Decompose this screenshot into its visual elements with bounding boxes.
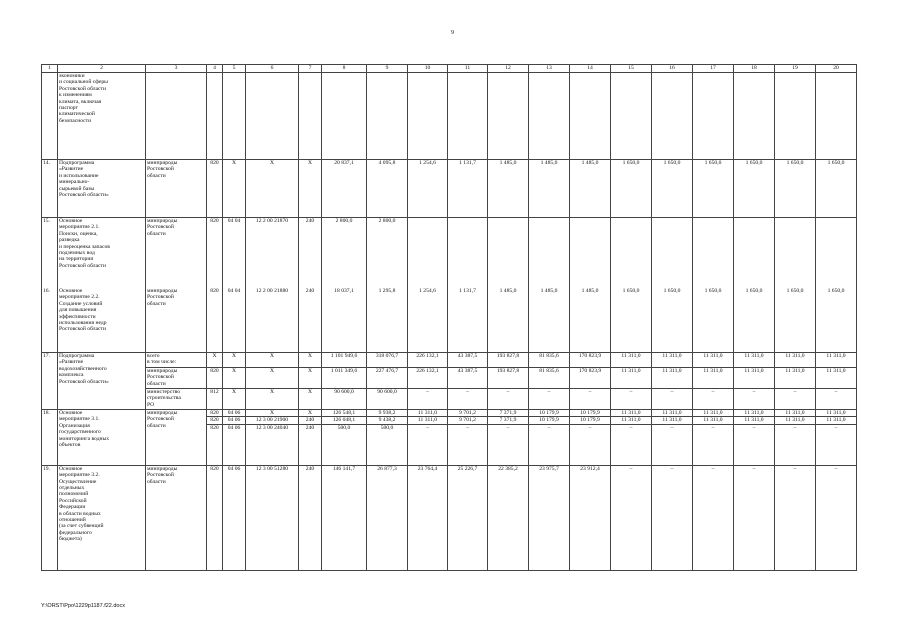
cell-amount: –	[734, 389, 775, 410]
cell-amount: 1 485,0	[488, 160, 529, 218]
table-row-15	[42, 218, 857, 289]
cell-amount: 1 011 349,6	[322, 368, 367, 389]
cell-target-code: Х	[246, 353, 299, 368]
cell-amount: 227 476,7	[367, 368, 408, 389]
table-row-14	[42, 160, 857, 218]
cell-amount: –	[448, 389, 488, 410]
cell-amount: –	[816, 465, 857, 570]
cell-amount	[734, 218, 775, 289]
cell-expense-type: Х	[299, 353, 322, 368]
cell-expense-type: 240	[299, 424, 322, 465]
cell-amount: 1 295,8	[367, 288, 408, 353]
cell-amount: –	[734, 465, 775, 570]
cell-expense-type: 240	[299, 218, 322, 289]
column-number: 12	[488, 65, 529, 73]
cell-expense-type: 240	[299, 288, 322, 353]
table-row-17c	[42, 389, 857, 410]
cell-amount: 11 311,0	[816, 353, 857, 368]
cell-amount: –	[611, 424, 652, 465]
cell-amount: 9 438,2	[367, 417, 408, 424]
cell-amount: 1 485,0	[529, 288, 570, 353]
cell-ministry-code: Х	[207, 353, 223, 368]
cell-section-code: 04 04	[223, 218, 246, 289]
cell-amount: 193 827,8	[488, 368, 529, 389]
cell-amount: 1 254,6	[408, 288, 448, 353]
cell-amount: 1 650,0	[652, 288, 693, 353]
cell-ministry-code: 820	[207, 424, 223, 465]
cell-row-number: 15.	[42, 218, 58, 289]
cell-section-code: Х	[223, 160, 246, 218]
cell-ministry-code: 812	[207, 389, 223, 410]
cell-target-code: 12 2 00 21880	[246, 288, 299, 353]
table-cell	[693, 73, 734, 160]
cell-amount: 9 701,2	[448, 410, 488, 417]
cell-name: Основное мероприятие 2.2. Создание условий для повышения эффективности использования недр Ростовской области	[58, 288, 146, 353]
cell-amount: 11 311,0	[693, 368, 734, 389]
cell-section-code: 04 06	[223, 465, 246, 570]
cell-expense-type: Х	[299, 389, 322, 410]
cell-amount: 11 311,0	[775, 417, 816, 424]
column-number: 7	[299, 65, 322, 73]
cell-ministry-code: 820	[207, 160, 223, 218]
cell-amount: 11 311,0	[652, 417, 693, 424]
cell-amount: 10 179,9	[570, 417, 611, 424]
budget-table	[41, 64, 857, 571]
cell-amount: –	[652, 465, 693, 570]
column-number: 9	[367, 65, 408, 73]
cell-name: Подпрограмма «Развитие водохозяйственного комплекса Ростовской области»	[58, 353, 146, 410]
cell-expense-type: Х	[299, 160, 322, 218]
cell-amount: –	[693, 465, 734, 570]
cell-amount: 170 823,9	[570, 368, 611, 389]
cell-amount: –	[448, 424, 488, 465]
table-row-17a	[42, 353, 857, 368]
cell-amount: 23 764,4	[408, 465, 448, 570]
cell-amount: 11 311,0	[734, 410, 775, 417]
cell-name: Основное мероприятие 3.2. Осуществление отдельных полномочий Российской Федерации в области водных отношений (за счет субвенций федерального бюджета)	[58, 465, 146, 570]
cell-amount: 11 311,0	[816, 417, 857, 424]
cell-amount: 23 975,7	[529, 465, 570, 570]
cell-amount: –	[652, 424, 693, 465]
cell-amount: 23 912,4	[570, 465, 611, 570]
cell-amount: 170 823,9	[570, 353, 611, 368]
column-number: 16	[652, 65, 693, 73]
cell-amount	[488, 218, 529, 289]
cell-amount: 11 311,0	[734, 417, 775, 424]
table-row-16	[42, 288, 857, 353]
cell-target-code: 12 3 00 51280	[246, 465, 299, 570]
table-cell	[299, 73, 322, 160]
cell-target-code: 12 3 00 24040	[246, 424, 299, 465]
cell-amount: 1 485,0	[570, 288, 611, 353]
cell-amount: –	[570, 389, 611, 410]
page-number: 9	[451, 30, 454, 36]
column-number: 19	[775, 65, 816, 73]
cell-amount: 81 835,6	[529, 353, 570, 368]
cell-section-code: Х	[223, 389, 246, 410]
table-cell	[42, 73, 58, 160]
cell-amount: 2 800,0	[322, 218, 367, 289]
cell-amount: –	[816, 389, 857, 410]
table-cell	[223, 73, 246, 160]
cell-amount: 11 311,0	[734, 353, 775, 368]
cell-amount: 4 095,8	[367, 160, 408, 218]
column-number: 4	[207, 65, 223, 73]
cell-amount	[693, 218, 734, 289]
cell-amount: –	[652, 389, 693, 410]
column-number: 8	[322, 65, 367, 73]
cell-amount: –	[529, 424, 570, 465]
table-cell	[570, 73, 611, 160]
cell-amount: 1 650,0	[816, 288, 857, 353]
cell-amount: 26 877,3	[367, 465, 408, 570]
cell-amount: 318 076,7	[367, 353, 408, 368]
cell-amount: 11 311,0	[693, 353, 734, 368]
column-number: 2	[58, 65, 146, 73]
cell-amount: 11 311,0	[611, 410, 652, 417]
cell-section-code: 04 06	[223, 410, 246, 417]
cell-ministry-code: 820	[207, 288, 223, 353]
cell-amount: 18 037,1	[322, 288, 367, 353]
cell-row-number: 18.	[42, 410, 58, 466]
cell-amount: 11 311,0	[693, 410, 734, 417]
cell-amount: 43 387,5	[448, 353, 488, 368]
cell-amount: 11 311,0	[408, 410, 448, 417]
cell-amount: –	[775, 465, 816, 570]
cell-target-code: Х	[246, 368, 299, 389]
cell-amount: 20 837,1	[322, 160, 367, 218]
cell-expense-type: 240	[299, 465, 322, 570]
table-cell	[367, 73, 408, 160]
cell-amount: 10 179,9	[529, 417, 570, 424]
cell-amount: 10 179,9	[529, 410, 570, 417]
cell-target-code: 12 3 00 21900	[246, 417, 299, 424]
cell-amount: 90 600,0	[367, 389, 408, 410]
cell-amount: –	[488, 424, 529, 465]
cell-ministry-code: 820	[207, 368, 223, 389]
cell-amount: 11 311,0	[408, 417, 448, 424]
file-path: Y:\ORST\Ppo\1229p1187.f22.docx	[41, 603, 125, 609]
cell-section-code: 04 04	[223, 288, 246, 353]
cell-executor: минприроды Ростовской области	[146, 288, 207, 353]
cell-amount	[408, 218, 448, 289]
cell-amount: 25 226,7	[448, 465, 488, 570]
table-cell	[246, 73, 299, 160]
cell-ministry-code: 820	[207, 417, 223, 424]
cell-amount: 9 938,2	[367, 410, 408, 417]
cell-amount: 22 385,2	[488, 465, 529, 570]
cell-executor: минприроды Ростовской области	[146, 368, 207, 389]
cell-amount: 1 650,0	[693, 160, 734, 218]
table-cell	[775, 73, 816, 160]
cell-amount: 1 650,0	[611, 288, 652, 353]
cell-amount: –	[488, 389, 529, 410]
cell-amount: 11 311,0	[734, 368, 775, 389]
cell-amount: –	[693, 424, 734, 465]
cell-amount	[611, 218, 652, 289]
cell-target-code: Х	[246, 410, 299, 417]
column-number: 5	[223, 65, 246, 73]
cell-executor: всего в том числе:	[146, 353, 207, 368]
column-number: 6	[246, 65, 299, 73]
cell-amount: 1 650,0	[693, 288, 734, 353]
cell-executor: минприроды Ростовской области	[146, 410, 207, 466]
cell-amount: 1 650,0	[734, 288, 775, 353]
table-cell	[611, 73, 652, 160]
cell-amount: 1 131,7	[448, 160, 488, 218]
cell-amount: –	[775, 424, 816, 465]
cell-amount: –	[775, 389, 816, 410]
cell-amount: 11 311,0	[652, 368, 693, 389]
cell-row-number: 19.	[42, 465, 58, 570]
cell-ministry-code: 820	[207, 218, 223, 289]
cell-target-code: 12 2 00 21870	[246, 218, 299, 289]
column-number: 14	[570, 65, 611, 73]
cell-section-code: 04 06	[223, 424, 246, 465]
cell-amount: 11 311,0	[611, 417, 652, 424]
cell-amount: 226 132,1	[408, 368, 448, 389]
cell-amount: –	[611, 389, 652, 410]
cell-amount: 43 387,5	[448, 368, 488, 389]
cell-amount	[775, 218, 816, 289]
cell-amount: 1 485,0	[488, 288, 529, 353]
cell-amount: 11 311,0	[775, 410, 816, 417]
cell-expense-type: Х	[299, 410, 322, 417]
table-cell	[529, 73, 570, 160]
cell-ministry-code: 820	[207, 410, 223, 417]
cell-amount: 1 650,0	[775, 288, 816, 353]
cell-amount: 11 311,0	[816, 368, 857, 389]
cell-amount: –	[408, 389, 448, 410]
cell-amount: 1 650,0	[734, 160, 775, 218]
cell-amount	[816, 218, 857, 289]
cell-section-code: 04 06	[223, 417, 246, 424]
cell-expense-type: Х	[299, 368, 322, 389]
cell-amount: –	[408, 424, 448, 465]
column-number: 18	[734, 65, 775, 73]
cell-amount: –	[611, 465, 652, 570]
cell-amount: 193 827,8	[488, 353, 529, 368]
cell-amount: –	[734, 424, 775, 465]
cell-amount: 11 311,0	[652, 353, 693, 368]
cell-amount: 7 371,9	[488, 417, 529, 424]
cell-section-code: Х	[223, 368, 246, 389]
cell-amount	[652, 218, 693, 289]
cell-amount: 1 101 949,6	[322, 353, 367, 368]
table-row-continued	[42, 73, 857, 160]
cell-row-number: 17.	[42, 353, 58, 410]
column-number: 11	[448, 65, 488, 73]
cell-row-number: 16.	[42, 288, 58, 353]
cell-executor: минприроды Ростовской области	[146, 160, 207, 218]
cell-amount: –	[816, 424, 857, 465]
cell-amount: 9 701,2	[448, 417, 488, 424]
column-number: 1	[42, 65, 58, 73]
cell-amount: –	[529, 389, 570, 410]
cell-name: Подпрограмма «Развитие и использование минерально- сырьевой базы Ростовской области»	[58, 160, 146, 218]
cell-amount: 146 141,7	[322, 465, 367, 570]
cell-amount: –	[570, 424, 611, 465]
cell-amount: 81 835,6	[529, 368, 570, 389]
cell-executor: министерство строительства РО	[146, 389, 207, 410]
cell-amount: 11 311,0	[775, 353, 816, 368]
cell-amount: 11 311,0	[816, 410, 857, 417]
table-cell	[408, 73, 448, 160]
cell-ministry-code: 820	[207, 465, 223, 570]
table-cell	[816, 73, 857, 160]
cell-amount: 11 311,0	[693, 417, 734, 424]
cell-row-number: 14.	[42, 160, 58, 218]
cell-amount: 10 179,9	[570, 410, 611, 417]
cell-amount	[529, 218, 570, 289]
cell-amount: 1 131,7	[448, 288, 488, 353]
table-row-18a	[42, 410, 857, 417]
table-cell	[734, 73, 775, 160]
cell-amount	[570, 218, 611, 289]
cell-executor: минприроды Ростовской области	[146, 218, 207, 289]
cell-amount: 1 485,0	[529, 160, 570, 218]
cell-amount: 11 311,0	[611, 353, 652, 368]
cell-section-code: Х	[223, 353, 246, 368]
table-row-19	[42, 465, 857, 570]
cell-amount: 7 371,9	[488, 410, 529, 417]
cell-amount: 1 650,0	[652, 160, 693, 218]
column-number: 17	[693, 65, 734, 73]
cell-amount: 90 600,0	[322, 389, 367, 410]
cell-expense-type: 240	[299, 417, 322, 424]
cell-name: Основное мероприятие 3.1. Организация государственного мониторинга водных объектов	[58, 410, 146, 466]
cell-name: Основное мероприятие 2.1. Поиски, оценка, разведка и переоценка запасов подземных вод на территории Ростовской области	[58, 218, 146, 289]
cell-amount: 2 800,0	[367, 218, 408, 289]
cell-amount: 126 548,1	[322, 410, 367, 417]
table-cell	[448, 73, 488, 160]
cell-target-code: Х	[246, 389, 299, 410]
cell-amount: 126 048,1	[322, 417, 367, 424]
table-cell	[652, 73, 693, 160]
column-number: 3	[146, 65, 207, 73]
cell-name: экономики и социальной сферы Ростовской области к изменениям климата, включая паспорт климатической безопасности	[58, 73, 146, 160]
cell-amount: 1 254,6	[408, 160, 448, 218]
cell-amount: 11 311,0	[652, 410, 693, 417]
cell-amount: 500,0	[367, 424, 408, 465]
cell-amount: 11 311,0	[611, 368, 652, 389]
cell-target-code: Х	[246, 160, 299, 218]
header-row	[42, 65, 857, 73]
cell-executor: минприроды Ростовской области	[146, 465, 207, 570]
table-cell	[207, 73, 223, 160]
cell-amount: 1 485,0	[570, 160, 611, 218]
column-number: 20	[816, 65, 857, 73]
cell-amount: 226 132,1	[408, 353, 448, 368]
cell-amount: –	[693, 389, 734, 410]
table-row-17b	[42, 368, 857, 389]
table-cell	[146, 73, 207, 160]
cell-amount: 1 650,0	[775, 160, 816, 218]
cell-amount: 1 650,0	[816, 160, 857, 218]
column-number: 15	[611, 65, 652, 73]
column-number: 10	[408, 65, 448, 73]
cell-amount: 500,0	[322, 424, 367, 465]
table-cell	[322, 73, 367, 160]
cell-amount	[448, 218, 488, 289]
column-number: 13	[529, 65, 570, 73]
cell-amount: 1 650,0	[611, 160, 652, 218]
cell-amount: 11 311,0	[775, 368, 816, 389]
table-cell	[488, 73, 529, 160]
